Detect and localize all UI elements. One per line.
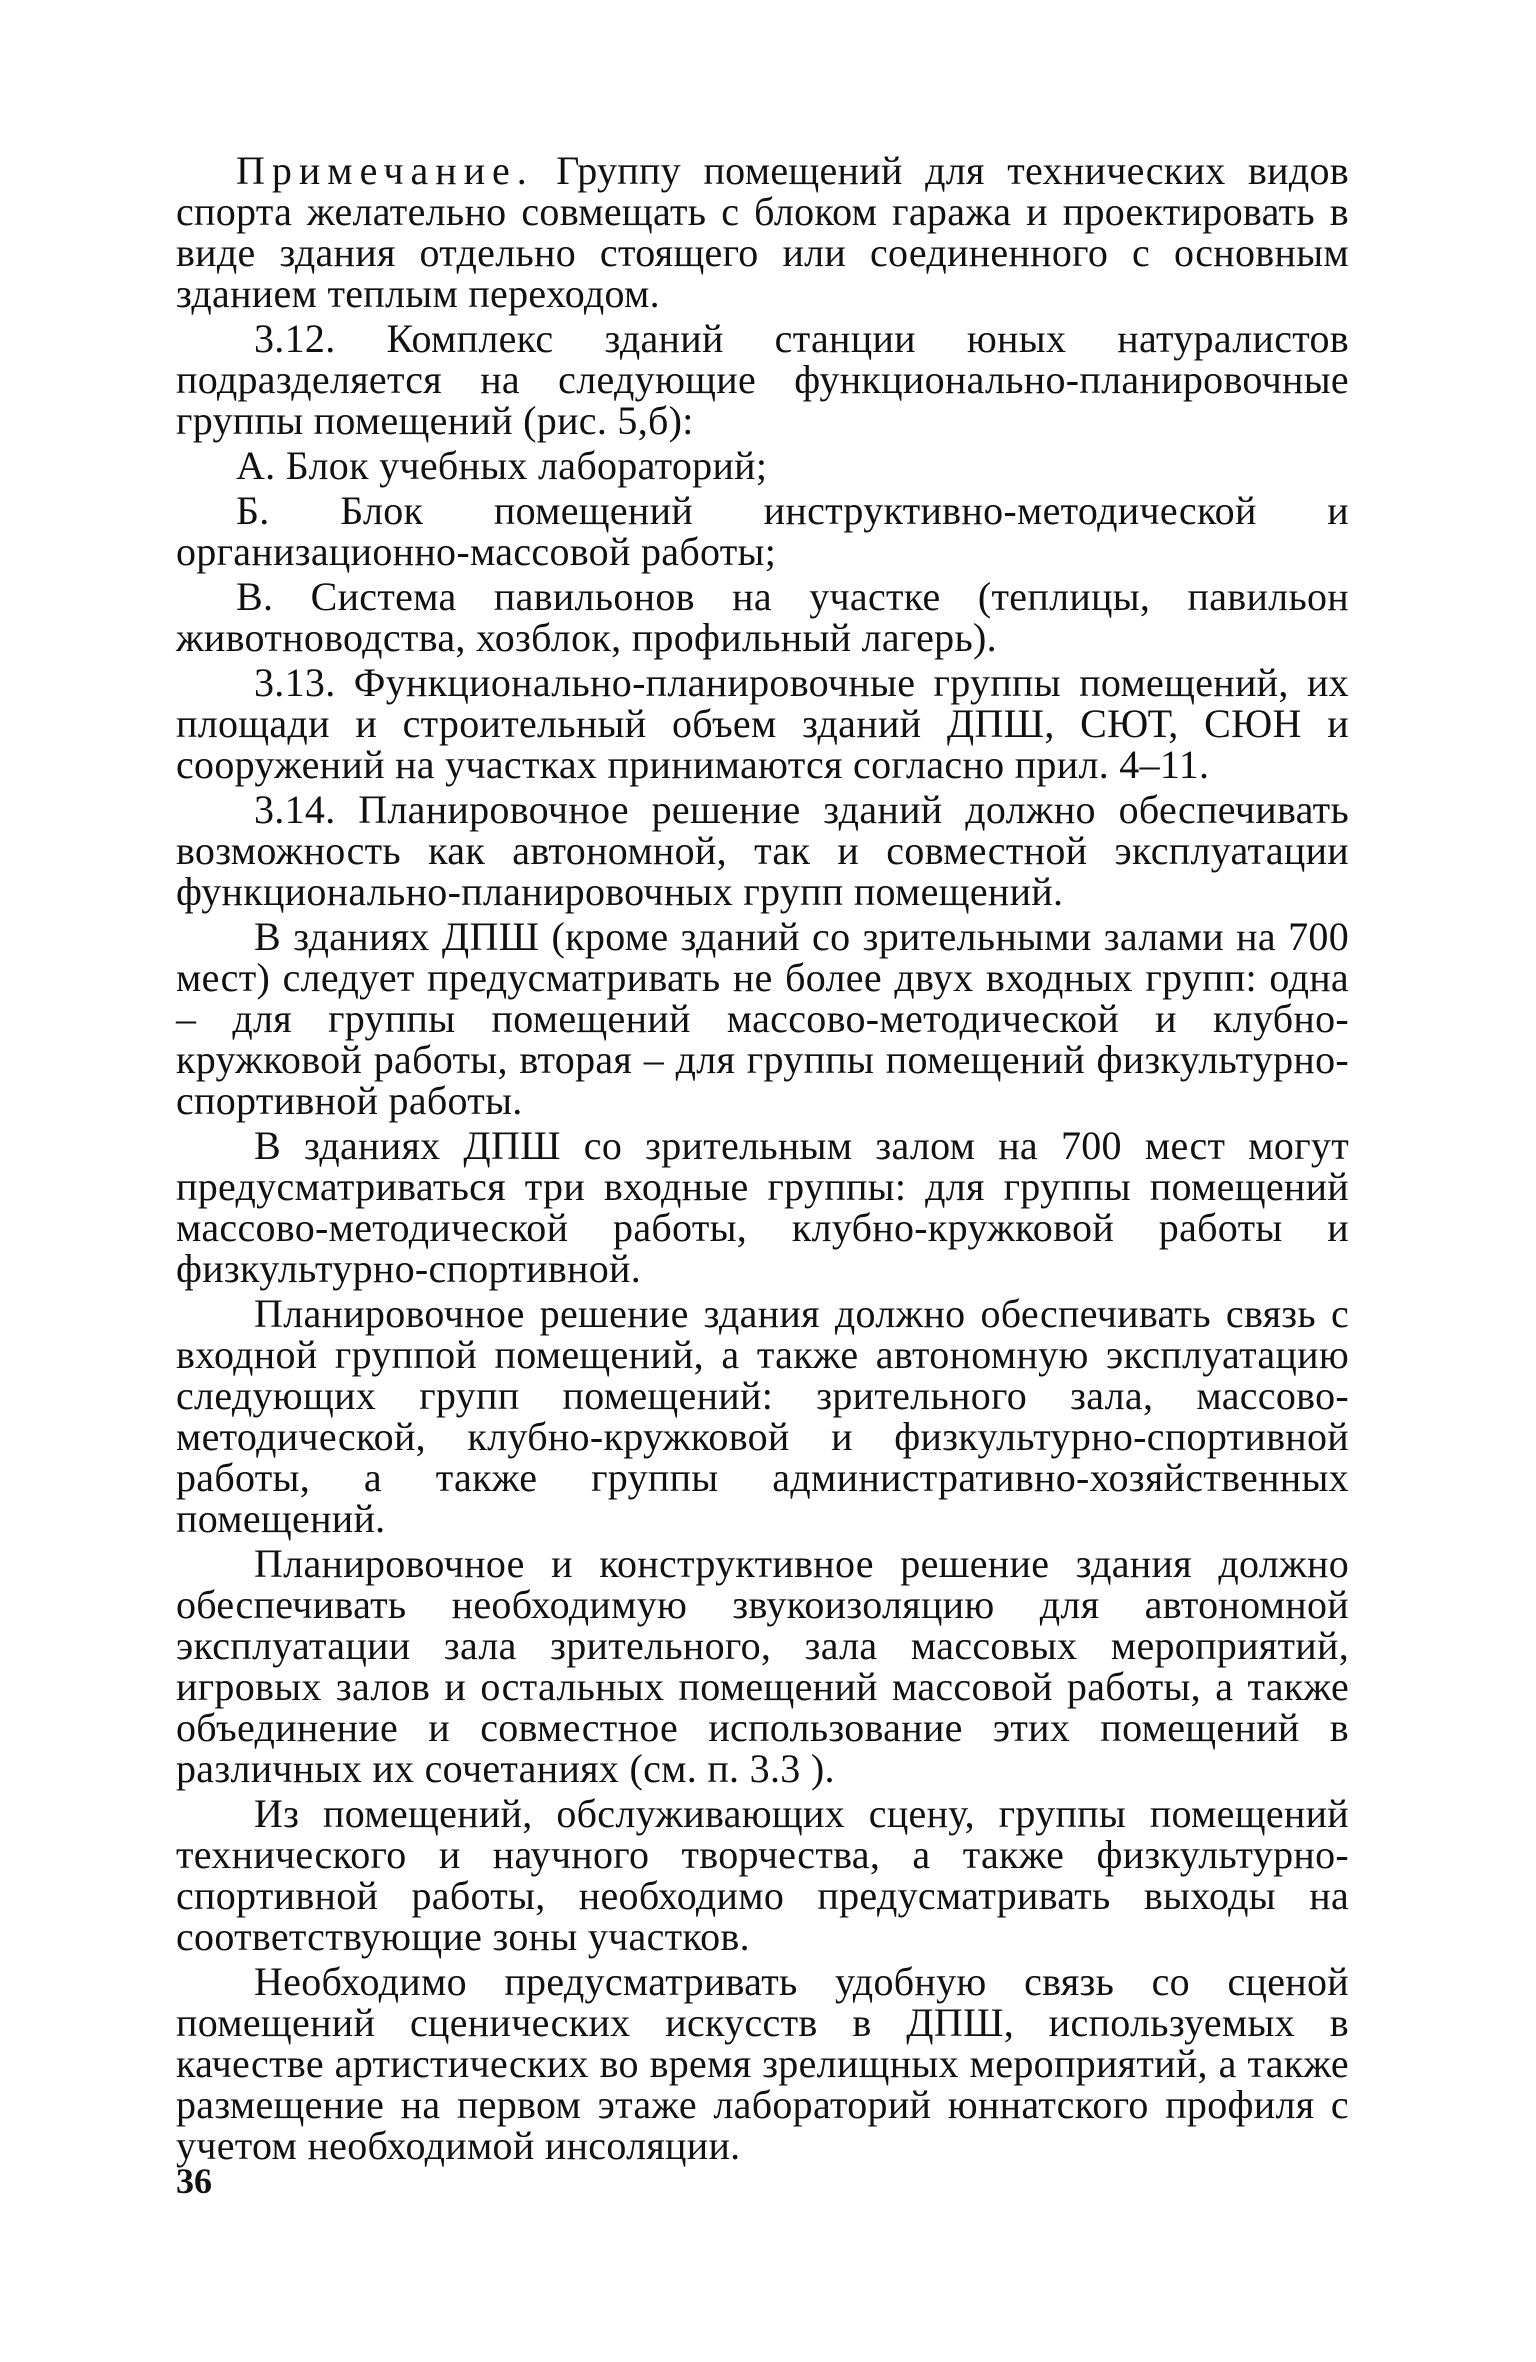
clause-3-14: 3.14. Планировочное решение зданий должно обеспечивать возможность как автономной, так и совместной эксплуатации функционально-планировочных групп помещений. — [176, 787, 1349, 914]
paragraph-planning-solution: Планировочное решение здания должно обеспечивать связь с входной группой помещений, а также автономную эксплуатацию следующих групп помещений: зрительного зала, массово-методической, клубно-кружковой и физкультурно-спортивной работы, а также группы административно-хозяйственных помещений. — [176, 1291, 1349, 1541]
body-text — [176, 150, 1349, 2170]
page-number: 36 — [176, 2161, 212, 2201]
paragraph-sound-insulation: Планировочное и конструктивное решение здания должно обеспечивать необходимую звукоизоляцию для автономной эксплуатации зала зрительного, зала массовых мероприятий, игровых залов и остальных помещений массовой работы, а также объединение и совместное использование этих помещений в различных их сочетаниях (см. п. 3.3 ). — [176, 1541, 1349, 1791]
list-item-v: В. Система павильонов на участке (теплицы, павильон животноводства, хозблок, профильный лагерь). — [176, 574, 1349, 660]
paragraph-entry-groups: В зданиях ДПШ (кроме зданий со зрительными залами на 700 мест) следует предусматривать не более двух входных групп: одна – для группы помещений массово-методической и клубно-кружковой работы, вторая – для группы помещений физкультурно-спортивной работы. — [176, 914, 1349, 1123]
paragraph-700-seats: В зданиях ДПШ со зрительным залом на 700 мест могут предусматриваться три входные группы: для группы помещений массово-методической работы, клубно-кружковой работы и физкультурно-спортивной. — [176, 1123, 1349, 1291]
list-item-a: А. Блок учебных лабораторий; — [236, 443, 768, 488]
paragraph-exits: Из помещений, обслуживающих сцену, группы помещений технического и научного творчества, а также физкультурно-спортивной работы, необходимо предусматривать выходы на соответствующие зоны участков. — [176, 1791, 1349, 1959]
note-text: Группу помещений для технических видов спорта желательно совмещать с блоком гаража и проектировать в виде здания отдельно стоящего или соединенного с основным зданием теплым переходом. — [176, 148, 1349, 316]
clause-3-13: 3.13. Функционально-планировочные группы помещений, их площади и строительный объем зданий ДПШ, СЮТ, СЮН и сооружений на участках принимаются согласно прил. 4–11. — [176, 660, 1349, 787]
paragraph-stage-connection: Необходимо предусматривать удобную связь со сценой помещений сценических искусств в ДПШ, используемых в качестве артистических во время зрелищных мероприятий, а также размещение на первом этаже лабораторий юннатского профиля с учетом необходимой инсоляции. — [176, 1959, 1349, 2168]
note-label: Примечание. — [236, 148, 534, 193]
list-item-b: Б. Блок помещений инструктивно-методической и организационно-массовой работы; — [176, 488, 1349, 574]
note-paragraph — [176, 150, 1349, 314]
clause-3-12: 3.12. Комплекс зданий станции юных натуралистов подразделяется на следующие функционально-планировочные группы помещений (рис. 5,б): — [176, 316, 1349, 443]
